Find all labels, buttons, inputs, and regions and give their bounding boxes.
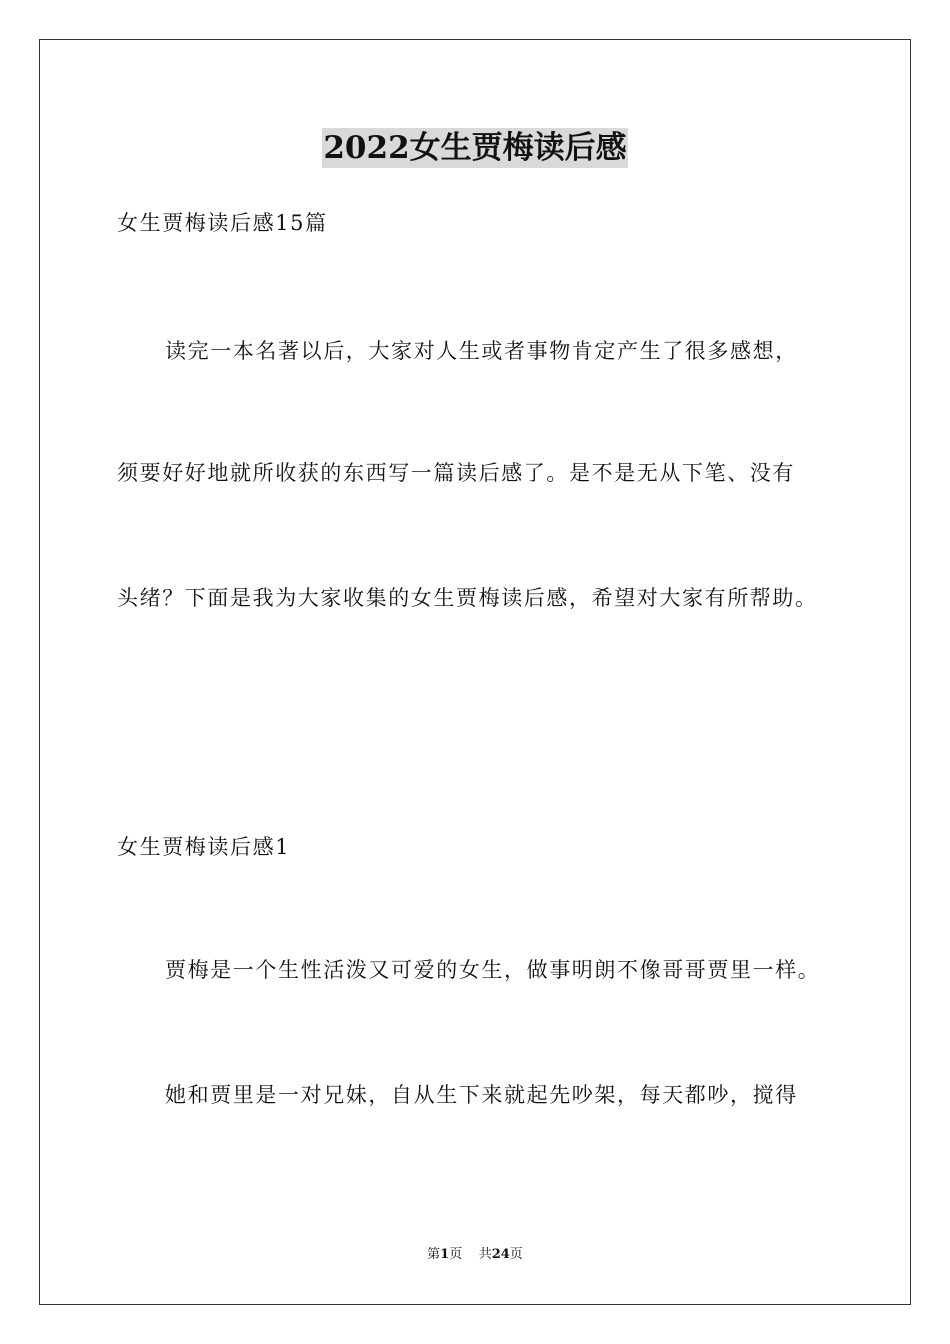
footer-page-unit: 页 (449, 1247, 463, 1262)
footer-total-unit: 页 (509, 1247, 523, 1262)
section-heading: 女生贾梅读后感1 (117, 835, 291, 859)
footer-page-prefix: 第 (427, 1247, 441, 1262)
section-line-2: 她和贾里是一对兄妹，自从生下来就起先吵架，每天都吵，搅得 (165, 1083, 798, 1107)
intro-line-2: 须要好好地就所收获的东西写一篇读后感了。是不是无从下笔、没有 (117, 461, 795, 485)
footer-page-total: 24 (491, 1247, 510, 1262)
document-subtitle: 女生贾梅读后感15篇 (117, 211, 328, 235)
intro-line-1: 读完一本名著以后，大家对人生或者事物肯定产生了很多感想， (165, 339, 798, 363)
intro-line-3: 头绪？下面是我为大家收集的女生贾梅读后感，希望对大家有所帮助。 (117, 586, 818, 610)
footer-total-prefix: 共 (478, 1247, 492, 1262)
title-wrap (0, 128, 950, 168)
footer-page-current: 1 (440, 1247, 450, 1262)
section-line-1: 贾梅是一个生性活泼又可爱的女生，做事明朗不像哥哥贾里一样。 (165, 958, 821, 982)
document-title: 2022女生贾梅读后感 (323, 130, 627, 166)
page-footer (0, 1246, 950, 1264)
